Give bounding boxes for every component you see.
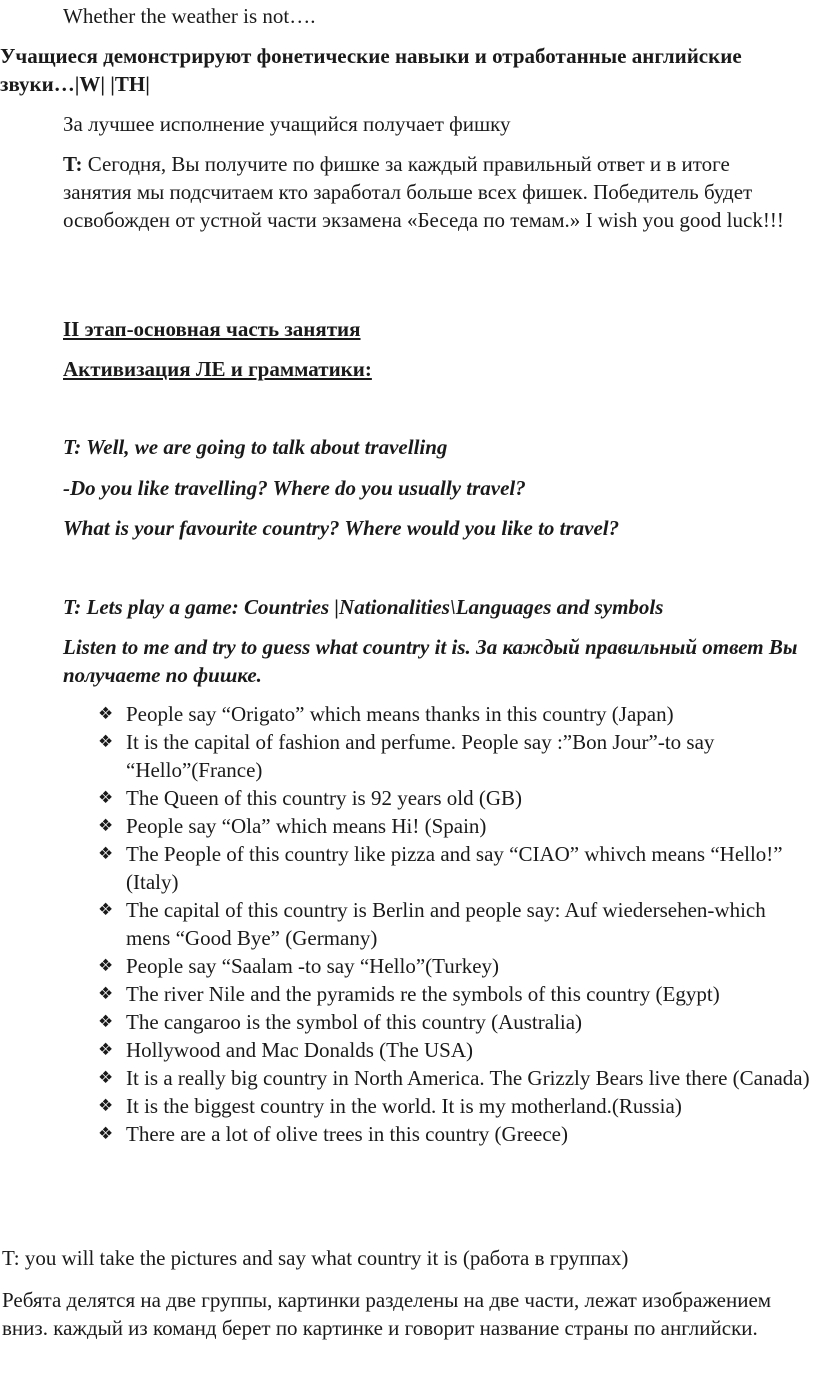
reward-note: За лучшее исполнение учащийся получает фишку <box>63 112 511 136</box>
list-item <box>98 840 810 896</box>
groups-text: Ребята делятся на две группы, картинки разделены на две части, лежат изображением вниз. каждый из команд берет по картинке и говорит название страны по английски. <box>2 1288 772 1340</box>
clue-text: People say “Saalam -to say “Hello”(Turkey) <box>126 954 500 978</box>
travel-line-3: What is your favourite country? Where would you like to travel? <box>63 516 620 540</box>
list-item <box>98 1008 810 1036</box>
diamond-bullet-icon: ❖ <box>98 788 114 808</box>
clue-text: People say “Ola” which means Hi! (Spain) <box>126 814 487 838</box>
teacher-intro <box>63 150 803 234</box>
teacher-label: T: <box>63 152 83 176</box>
list-item <box>98 1036 810 1064</box>
list-item <box>98 1120 810 1148</box>
clue-text: The People of this country like pizza and say “CIAO” whivch means “Hello!” (Italy) <box>126 842 783 894</box>
clue-text: The river Nile and the pyramids re the symbols of this country (Egypt) <box>126 982 720 1006</box>
list-item <box>98 1064 810 1092</box>
clue-text: It is a really big country in North America. The Grizzly Bears live there (Canada) <box>126 1066 810 1090</box>
list-item <box>98 896 810 952</box>
clue-text: People say “Origato” which means thanks in this country (Japan) <box>126 702 674 726</box>
game-line: T: Lets play a game: Countries |Nationalities\Languages and symbols <box>63 595 664 619</box>
diamond-bullet-icon: ❖ <box>98 816 114 836</box>
list-item <box>98 1092 810 1120</box>
diamond-bullet-icon: ❖ <box>98 900 114 920</box>
diamond-bullet-icon: ❖ <box>98 1096 114 1116</box>
diamond-bullet-icon: ❖ <box>98 732 114 752</box>
diamond-bullet-icon: ❖ <box>98 844 114 864</box>
phonetics-heading: Учащиеся демонстрируют фонетические навыки и отработанные английские звуки…|W| |TH| <box>0 44 742 96</box>
activation-heading: Активизация ЛЕ и грамматики: <box>63 357 372 381</box>
list-item <box>98 784 810 812</box>
listen-line: Listen to me and try to guess what country it is. За каждый правильный ответ Вы получаете по фишке. <box>63 635 798 687</box>
diamond-bullet-icon: ❖ <box>98 1012 114 1032</box>
list-item <box>98 812 810 840</box>
diamond-bullet-icon: ❖ <box>98 1040 114 1060</box>
clue-text: The Queen of this country is 92 years old (GB) <box>126 786 522 810</box>
diamond-bullet-icon: ❖ <box>98 704 114 724</box>
clue-text: It is the capital of fashion and perfume. People say :”Bon Jour”-to say “Hello”(France) <box>126 730 715 782</box>
list-item <box>98 728 810 784</box>
list-item <box>98 952 810 980</box>
diamond-bullet-icon: ❖ <box>98 956 114 976</box>
clue-text: The cangaroo is the symbol of this country (Australia) <box>126 1010 583 1034</box>
clue-text: There are a lot of olive trees in this country (Greece) <box>126 1122 568 1146</box>
weather-line: Whether the weather is not…. <box>63 4 316 28</box>
stage-heading: II этап-основная часть занятия <box>63 317 361 341</box>
list-item <box>98 700 810 728</box>
diamond-bullet-icon: ❖ <box>98 1124 114 1144</box>
diamond-bullet-icon: ❖ <box>98 984 114 1004</box>
travel-line-1: T: Well, we are going to talk about travelling <box>63 435 448 459</box>
country-clues-list <box>98 700 810 1148</box>
clue-text: The capital of this country is Berlin and people say: Auf wiedersehen-which mens “Good Bye” (Germany) <box>126 898 766 950</box>
travel-line-2: -Do you like travelling? Where do you usually travel? <box>63 476 526 500</box>
clue-text: It is the biggest country in the world. It is my motherland.(Russia) <box>126 1094 682 1118</box>
diamond-bullet-icon: ❖ <box>98 1068 114 1088</box>
list-item <box>98 980 810 1008</box>
teacher-intro-text: Сегодня, Вы получите по фишке за каждый правильный ответ и в итоге занятия мы подсчитаем кто заработал больше всех фишек. Победитель будет освобожден от устной части экзамена «Беседа по темам.» I wish you good luck!!! <box>63 152 784 232</box>
pictures-task: T: you will take the pictures and say what country it is (работа в группах) <box>2 1246 629 1270</box>
clue-text: Hollywood and Mac Donalds (The USA) <box>126 1038 474 1062</box>
